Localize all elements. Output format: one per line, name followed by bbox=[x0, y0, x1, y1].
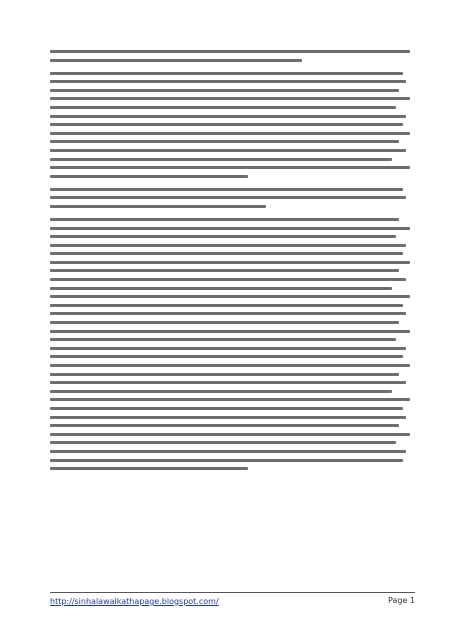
text-line bbox=[50, 390, 392, 393]
text-line bbox=[50, 175, 248, 178]
text-line bbox=[50, 149, 406, 152]
text-line bbox=[50, 373, 399, 376]
text-line bbox=[50, 261, 410, 264]
paragraph bbox=[50, 218, 410, 470]
text-line bbox=[50, 140, 399, 143]
text-line bbox=[50, 467, 248, 470]
text-line bbox=[50, 347, 406, 350]
text-line bbox=[50, 433, 410, 436]
text-line bbox=[50, 278, 406, 281]
text-line bbox=[50, 97, 410, 100]
page-number: Page 1 bbox=[388, 596, 415, 605]
text-line bbox=[50, 424, 399, 427]
paragraph bbox=[50, 50, 410, 62]
text-line bbox=[50, 269, 399, 272]
text-line bbox=[50, 355, 403, 358]
text-line bbox=[50, 312, 406, 315]
text-line bbox=[50, 205, 266, 208]
text-line bbox=[50, 72, 403, 75]
paragraph bbox=[50, 72, 410, 178]
text-line bbox=[50, 50, 410, 53]
text-line bbox=[50, 59, 302, 62]
text-line bbox=[50, 166, 410, 169]
text-line bbox=[50, 450, 406, 453]
text-line bbox=[50, 441, 396, 444]
text-line bbox=[50, 398, 410, 401]
paragraph bbox=[50, 188, 410, 208]
text-line bbox=[50, 304, 403, 307]
text-line bbox=[50, 321, 399, 324]
text-line bbox=[50, 80, 406, 83]
text-line bbox=[50, 115, 406, 118]
text-line bbox=[50, 196, 406, 199]
text-line bbox=[50, 252, 403, 255]
text-line bbox=[50, 381, 406, 384]
text-line bbox=[50, 235, 396, 238]
text-line bbox=[50, 188, 403, 191]
document-body bbox=[50, 50, 410, 480]
text-line bbox=[50, 416, 406, 419]
footer-blog-link[interactable]: http://sinhalawalkathapage.blogspot.com/ bbox=[50, 597, 219, 606]
text-line bbox=[50, 407, 403, 410]
footer-divider bbox=[50, 592, 415, 593]
text-line bbox=[50, 158, 392, 161]
text-line bbox=[50, 132, 410, 135]
text-line bbox=[50, 106, 396, 109]
text-line bbox=[50, 364, 410, 367]
text-line bbox=[50, 123, 403, 126]
text-line bbox=[50, 287, 392, 290]
text-line bbox=[50, 338, 396, 341]
text-line bbox=[50, 227, 410, 230]
text-line bbox=[50, 244, 406, 247]
text-line bbox=[50, 330, 410, 333]
text-line bbox=[50, 295, 410, 298]
text-line bbox=[50, 218, 399, 221]
text-line bbox=[50, 89, 399, 92]
text-line bbox=[50, 459, 403, 462]
